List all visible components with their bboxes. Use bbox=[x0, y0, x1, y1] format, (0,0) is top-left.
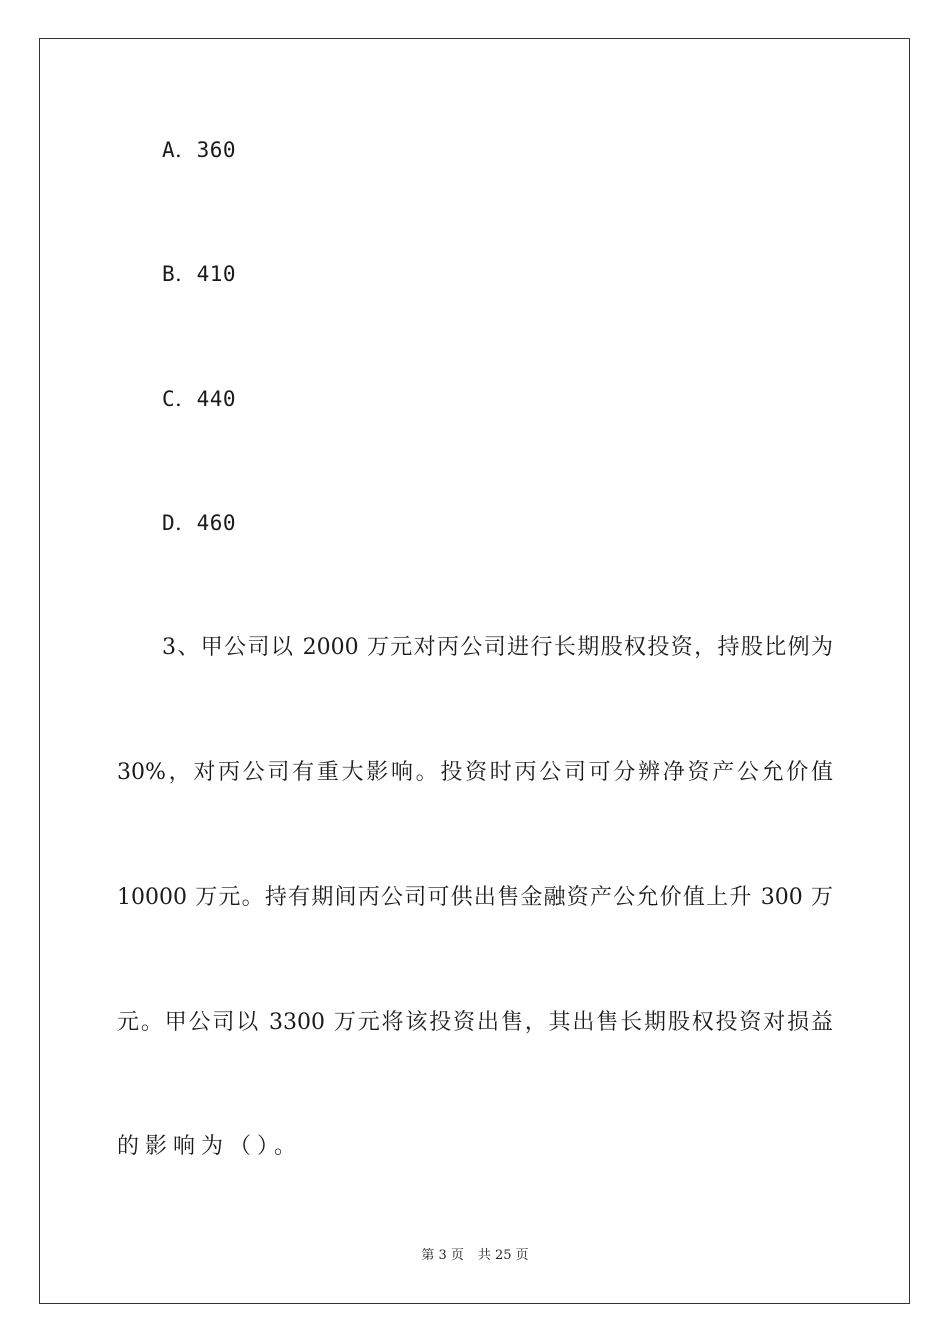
question-line-1: 3、甲公司以 2000 万元对丙公司进行长期股权投资，持股比例为 bbox=[162, 635, 833, 660]
question-line-2: 30%，对丙公司有重大影响。投资时丙公司可分辨净资产公允价值 bbox=[117, 760, 833, 785]
page-border bbox=[39, 38, 910, 1304]
option-d: D．460 bbox=[162, 511, 237, 535]
question-line-5: 的影响为（）。 bbox=[117, 1134, 303, 1159]
option-c: C．440 bbox=[162, 387, 237, 411]
page-total: 共 25 页 bbox=[477, 1248, 529, 1263]
page-number: 第 3 页 bbox=[421, 1248, 464, 1263]
question-line-4: 元。甲公司以 3300 万元将该投资出售，其出售长期股权投资对损益 bbox=[117, 1010, 833, 1035]
page-footer bbox=[0, 1248, 950, 1264]
question-line-3: 10000 万元。持有期间丙公司可供出售金融资产公允价值上升 300 万 bbox=[117, 885, 833, 910]
option-a: A．360 bbox=[162, 138, 237, 162]
option-b: B．410 bbox=[162, 262, 237, 286]
